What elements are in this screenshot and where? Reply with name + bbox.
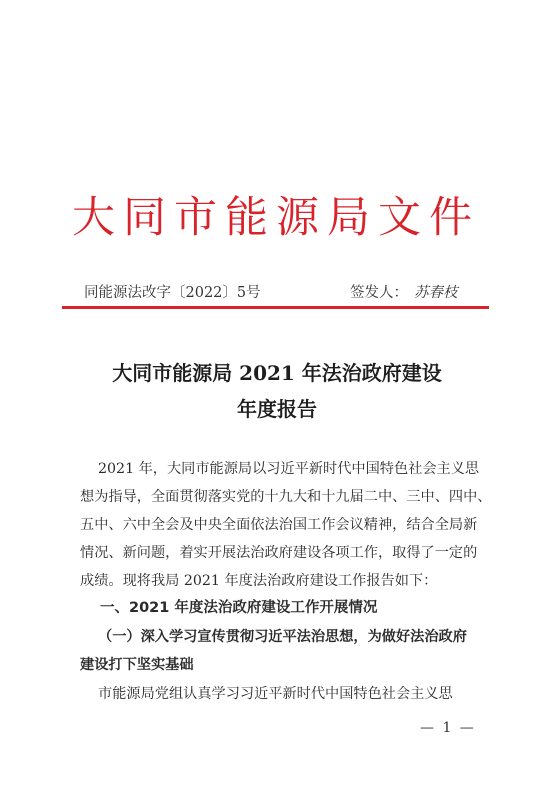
paragraph-1-line-1: 2021 年，大同市能源局以习近平新时代中国特色社会主义思	[98, 461, 480, 477]
page-number: — 1 —	[420, 720, 476, 736]
paragraph-1-line-2: 想为指导，全面贯彻落实党的十九大和十九届二中、三中、四中、	[80, 489, 492, 505]
section-heading-1: 一、2021 年度法治政府建设工作开展情况	[100, 600, 378, 616]
paragraph-2-line-1: 市能源局党组认真学习习近平新时代中国特色社会主义思	[98, 686, 453, 702]
report-title-line-2: 年度报告	[237, 397, 317, 421]
document-number: 同能源法改字〔2022〕5号	[84, 285, 261, 301]
paragraph-1-line-3: 五中、六中全会及中央全面依法治国工作会议精神，结合全局新	[80, 517, 478, 533]
signer-name: 苏春枝	[414, 285, 458, 301]
signer-info	[350, 283, 458, 303]
paragraph-1-line-4: 情况、新问题，着实开展法治政府建设各项工作，取得了一定的	[80, 545, 478, 561]
report-title-line-1: 大同市能源局 2021 年法治政府建设	[112, 361, 442, 385]
subsection-heading-1-line-2: 建设打下坚实基础	[80, 657, 194, 673]
signer-label: 签发人：	[350, 285, 408, 301]
paragraph-1-line-5: 成绩。现将我局 2021 年度法治政府建设工作报告如下：	[80, 573, 438, 589]
subsection-heading-1-line-1: （一）深入学习宣传贯彻习近平法治思想，为做好法治政府	[98, 629, 467, 645]
red-separator-line	[62, 306, 489, 309]
document-masthead: 大同市能源局文件	[72, 193, 480, 243]
